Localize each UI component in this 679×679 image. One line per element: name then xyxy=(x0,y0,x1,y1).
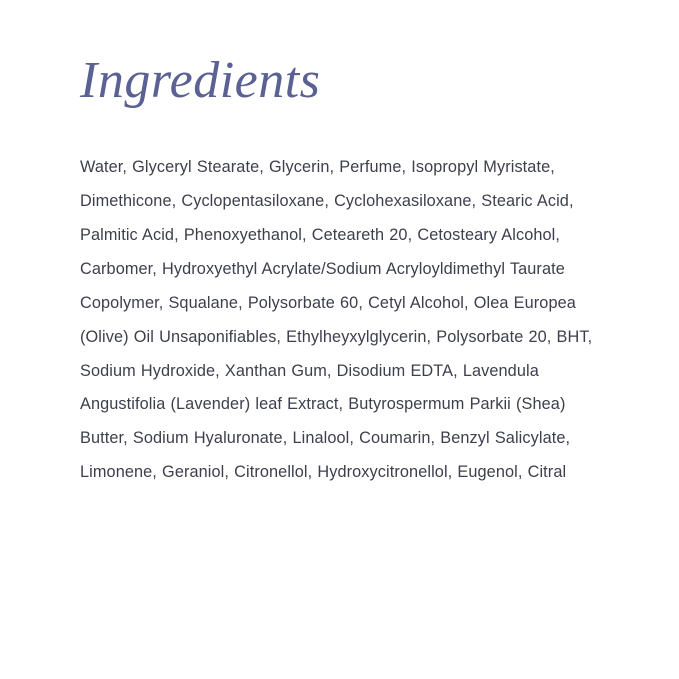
ingredients-list-text: Water, Glyceryl Stearate, Glycerin, Perfume, Isopropyl Myristate, Dimethicone, Cyclopentasiloxane, Cyclohexasiloxane, Stearic Acid, Palmitic Acid, Phenoxyethanol, Ceteareth 20, Cetosteary Alcohol, Carbomer, Hydroxyethyl Acrylate/Sodium Acryloyldimethyl Taurate Copolymer, Squalane, Polysorbate 60, Cetyl Alcohol, Olea Europea (Olive) Oil Unsaponifiables, Ethylheyxylglycerin, Polysorbate 20, BHT, Sodium Hydroxide, Xanthan Gum, Disodium EDTA, Lavendula Angustifolia (Lavender) leaf Extract, Butyrospermum Parkii (Shea) Butter, Sodium Hyaluronate, Linalool, Coumarin, Benzyl Salicylate, Limonene, Geraniol, Citronellol, Hydroxycitronellol, Eugenol, Citral xyxy=(80,158,593,482)
page-title: Ingredients xyxy=(80,52,321,109)
